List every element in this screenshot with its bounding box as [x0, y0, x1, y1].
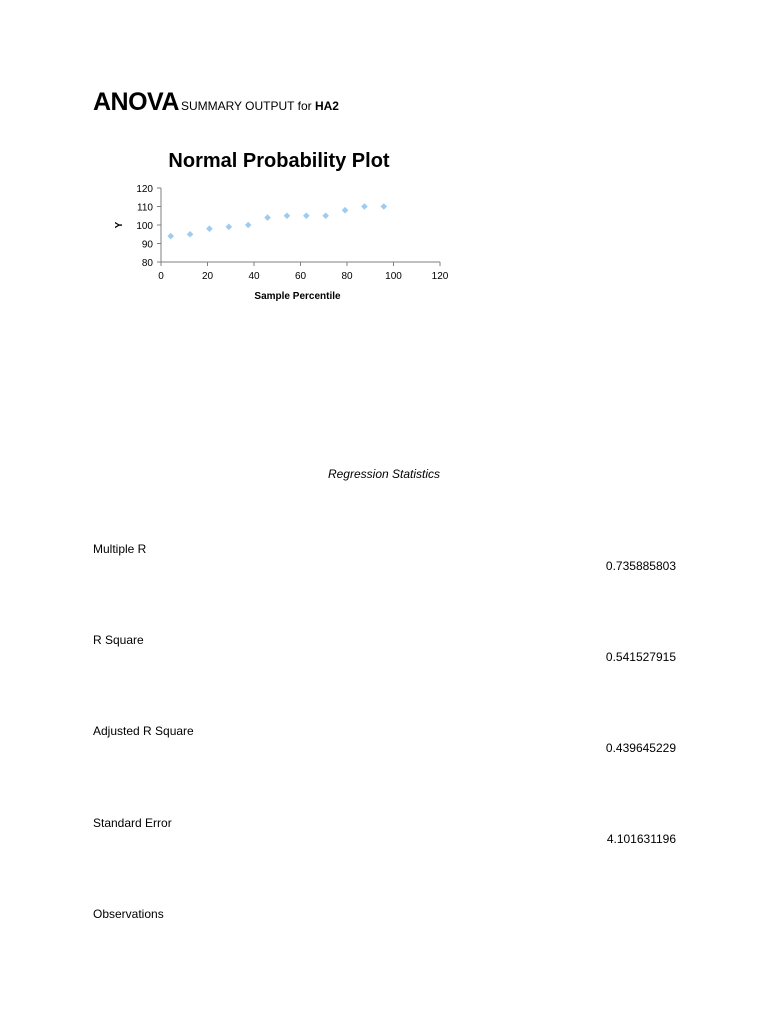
summary-subtitle	[181, 99, 339, 113]
x-tick-label: 100	[385, 271, 402, 282]
y-tick-label: 120	[136, 184, 153, 195]
x-axis-label: Sample Percentile	[254, 291, 341, 302]
anova-title: ANOVA	[93, 88, 179, 116]
data-point	[187, 231, 194, 238]
x-tick-label: 120	[431, 271, 449, 282]
data-point	[361, 203, 368, 210]
stat-value-standard-error: 4.101631196	[606, 832, 676, 846]
data-point	[206, 225, 213, 232]
stat-label-standard-error: Standard Error	[93, 816, 172, 830]
data-point	[167, 233, 174, 240]
data-point	[322, 212, 329, 219]
stat-label-multiple-r: Multiple R	[93, 542, 147, 556]
x-tick-label: 80	[341, 271, 353, 282]
chart-svg	[110, 140, 460, 310]
stat-label-adjusted-r-square: Adjusted R Square	[93, 724, 194, 738]
summary-subtitle-name: HA2	[314, 99, 339, 113]
x-tick-label: 60	[294, 271, 307, 282]
stat-label-observations: Observations	[93, 907, 164, 921]
x-tick-label: 20	[201, 271, 214, 282]
stat-label-r-square: R Square	[93, 633, 144, 647]
y-tick-label: 80	[141, 258, 153, 269]
stat-value-adjusted-r-square: 0.439645229	[605, 741, 676, 755]
data-point	[342, 207, 349, 214]
document-heading	[93, 88, 339, 117]
data-point	[264, 214, 271, 221]
y-tick-label: 110	[137, 202, 153, 214]
chart-title: Normal Probability Plot	[168, 150, 390, 172]
stat-value-r-square: 0.541527915	[605, 650, 676, 664]
data-point	[245, 222, 252, 229]
y-axis-label: Y	[114, 221, 125, 229]
x-tick-label: 40	[248, 271, 260, 282]
y-tick-label: 100	[136, 221, 153, 232]
summary-subtitle-prefix: SUMMARY OUTPUT for	[180, 99, 315, 113]
data-point	[284, 212, 291, 219]
normal-probability-chart	[110, 140, 460, 310]
data-point	[226, 224, 233, 231]
data-point	[303, 212, 310, 219]
x-tick-label: 0	[158, 271, 164, 282]
regression-statistics-title: Regression Statistics	[327, 467, 441, 481]
data-point	[381, 203, 388, 210]
y-tick-label: 90	[141, 239, 153, 251]
stat-value-multiple-r: 0.735885803	[605, 559, 676, 573]
